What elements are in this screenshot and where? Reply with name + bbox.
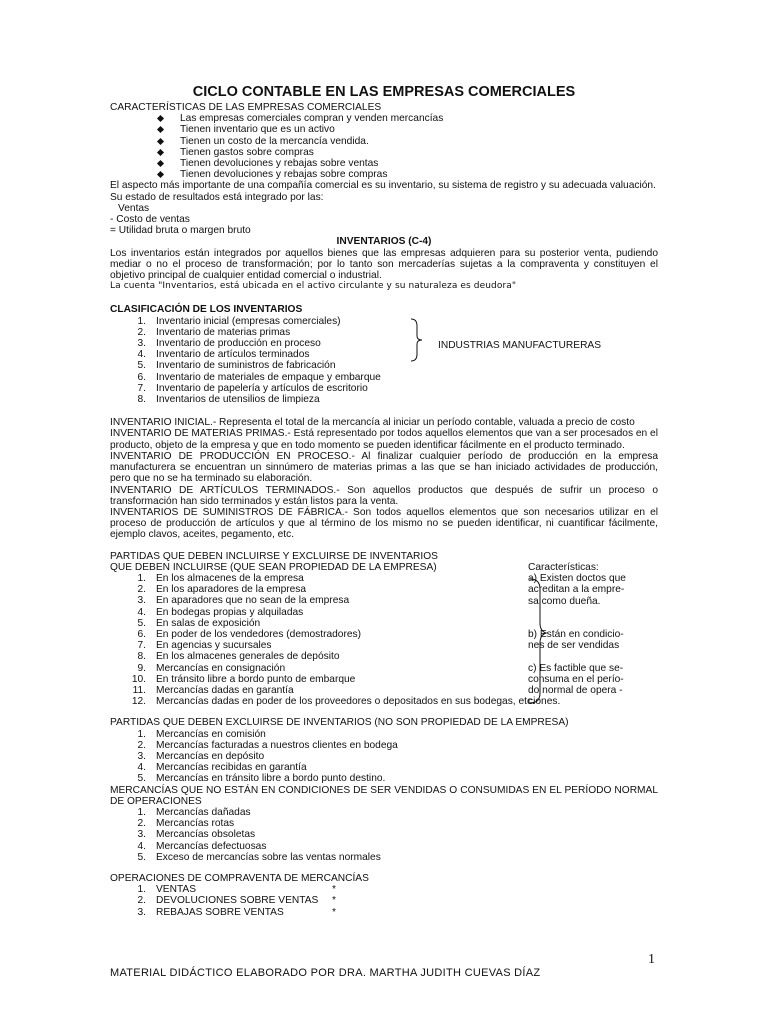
list-item: 7. Inventario de papelería y artículos de escritorio <box>137 382 368 394</box>
definition-paragraph: INVENTARIO DE MATERIAS PRIMAS.- Está representado por todos aquellos elementos que van a ser procesados en el producto, objeto de la empresa y que en todo momento se pueden identificar fácilmente en el producto terminado. <box>110 428 658 451</box>
list-item: 4. Mercancías recibidas en garantía <box>137 762 307 774</box>
operaciones-list <box>110 884 658 918</box>
list-item: Tienen devoluciones y rebajas sobre ventas <box>110 158 658 169</box>
list-item: 6. En poder de los vendedores (demostradores) <box>137 628 361 640</box>
section-heading: PARTIDAS QUE DEBEN INCLUIRSE Y EXCLUIRSE DE INVENTARIOS <box>110 550 438 562</box>
page-number: 1 <box>648 952 655 967</box>
list-item: 4. Inventario de artículos terminados <box>137 349 310 361</box>
section-heading: PARTIDAS QUE DEBEN EXCLUIRSE DE INVENTARIOS (NO SON PROPIEDAD DE LA EMPRESA) <box>110 717 569 729</box>
caracteristicas-list <box>110 113 658 180</box>
caracteristicas-heading: CARACTERÍSTICAS DE LAS EMPRESAS COMERCIALES <box>110 102 382 113</box>
list-item: 3. En aparadores que no sean de la empresa <box>137 595 350 607</box>
list-item: 1. Mercancías dañadas <box>137 806 251 818</box>
list-item: 3. Mercancías obsoletas <box>137 829 256 841</box>
no-vendidas-list <box>110 807 658 863</box>
section-heading: INVENTARIOS (C-4) <box>336 236 432 248</box>
section-heading: CLASIFICACIÓN DE LOS INVENTARIOS <box>110 304 303 316</box>
income-line: = Utilidad bruta o margen bruto <box>110 225 251 237</box>
income-line: - Costo de ventas <box>110 214 190 226</box>
excluir-list <box>110 729 658 785</box>
document-page <box>110 84 658 918</box>
caracteristicas-side-note: Características: a) Existen doctos que acreditan a la empre- sa como dueña. b) Están en condicio- nes de ser vendidas c) Es factible que se- consuma en el perío- do normal de opera - ciones. <box>528 561 626 708</box>
list-item: Las empresas comerciales compran y venden mercancías <box>110 113 658 124</box>
list-item: 6. Inventario de materiales de empaque y embarque <box>137 371 381 383</box>
brace-label: INDUSTRIAS MANUFACTURERAS <box>438 339 602 351</box>
list-item: 5. En salas de exposición <box>137 617 261 629</box>
list-item: 5. Exceso de mercancías sobre las ventas normales <box>137 851 381 863</box>
list-item: Tienen inventario que es un activo <box>110 124 658 135</box>
list-item: 4. Mercancías defectuosas <box>137 840 267 852</box>
list-item: 7. En agencias y sucursales <box>137 640 272 652</box>
definition-paragraph: INVENTARIOS DE SUMINISTROS DE FÁBRICA.- Son todos aquellos elementos que son necesarios utilizar en el proceso de producción de artículos y que al término de los mismo no se pueden identificar, ni cuantificar fácilmente, ejemplo clavos, aceites, pegamento, etc. <box>110 506 658 541</box>
list-item: 9. Mercancías en consignación <box>137 662 286 674</box>
list-item: 2. DEVOLUCIONES SOBRE VENTAS * <box>137 895 336 907</box>
list-item: 10. En tránsito libre a bordo punto de embarque <box>131 673 356 685</box>
list-item: 4. En bodegas propias y alquiladas <box>137 606 304 618</box>
list-item: 2. Mercancías rotas <box>137 818 235 830</box>
list-item: 8. Inventarios de utensilios de limpieza <box>137 394 320 406</box>
section-heading: OPERACIONES DE COMPRAVENTA DE MERCANCÍAS <box>110 873 369 884</box>
list-item: Tienen devoluciones y rebajas sobre compras <box>110 169 658 180</box>
list-item: 3. Inventario de producción en proceso <box>137 338 321 350</box>
list-item: 1. Mercancías en comisión <box>137 728 266 740</box>
section-heading: MERCANCÍAS QUE NO ESTÁN EN CONDICIONES DE SER VENDIDAS O CONSUMIDAS EN EL PERÍODO NORMAL DE OPERACIONES <box>110 784 658 807</box>
list-item: 5. Mercancías en tránsito libre a bordo punto destino. <box>137 773 386 785</box>
definition-paragraph: INVENTARIO INICIAL.- Representa el total de la mercancía al iniciar un período contable, valuada a precio de costo <box>110 417 635 429</box>
subsection-heading: QUE DEBEN INCLUIRSE (QUE SEAN PROPIEDAD DE LA EMPRESA) <box>110 561 437 573</box>
list-item: 1. En los almacenes de la empresa <box>137 572 304 584</box>
brace-icon <box>408 318 424 362</box>
income-line: Ventas <box>118 202 150 214</box>
page-title: CICLO CONTABLE EN LAS EMPRESAS COMERCIALES <box>192 84 576 100</box>
clasificacion-list <box>110 316 658 406</box>
list-item: 2. Mercancías facturadas a nuestros clientes en bodega <box>137 739 398 751</box>
list-item: 12. Mercancías dadas en poder de los proveedores o depositados en sus bodegas, etc. <box>131 696 535 708</box>
paragraph: Los inventarios están integrados por aquellos bienes que las empresas adquieren para su posterior venta, pudiendo mediar o no el proceso de transformación; por lo tanto son mercaderías sujetas a la compraventa y constituyen el objetivo principal de cualquier entidad comercial o industrial. <box>110 247 658 282</box>
paragraph: Su estado de resultados está integrado por las: <box>110 191 324 203</box>
list-item: 2. Inventario de materias primas <box>137 326 291 338</box>
list-item: 3. REBAJAS SOBRE VENTAS * <box>137 906 336 918</box>
list-item: 8. En los almacenes generales de depósito <box>137 651 340 663</box>
list-item: 1. Inventario inicial (empresas comerciales) <box>137 315 341 327</box>
list-item: 11. Mercancías dadas en garantía <box>132 684 294 696</box>
paragraph: El aspecto más importante de una compañía comercial es su inventario, su sistema de registro y su adecuada valuación. <box>110 180 656 192</box>
list-item: 2. En los aparadores de la empresa <box>137 584 307 596</box>
definition-paragraph: INVENTARIO DE ARTÍCULOS TERMINADOS.- Son aquellos productos que después de sufrir un proceso o transformación han sido terminados y están listos para la venta. <box>110 484 658 507</box>
list-item: 1. VENTAS * <box>137 884 336 896</box>
list-item: 5. Inventario de suministros de fabricación <box>137 360 336 372</box>
list-item: Tienen gastos sobre compras <box>110 147 658 158</box>
list-item: Tienen un costo de la mercancía vendida. <box>110 136 658 147</box>
definition-paragraph: INVENTARIO DE PRODUCCIÓN EN PROCESO.- Al finalizar cualquier período de producción en la empresa manufacturera se encuentran un sinnúmero de materias primas a las que se han iniciado actividades de producción, pero que no se ha terminado su elaboración. <box>110 450 658 485</box>
list-item: 3. Mercancías en depósito <box>137 750 265 762</box>
paragraph: La cuenta "Inventarios, está ubicada en el activo circulante y su naturaleza es deudora" <box>110 281 517 292</box>
page-footer: MATERIAL DIDÁCTICO ELABORADO POR DRA. MARTHA JUDITH CUEVAS DÍAZ <box>110 967 541 979</box>
